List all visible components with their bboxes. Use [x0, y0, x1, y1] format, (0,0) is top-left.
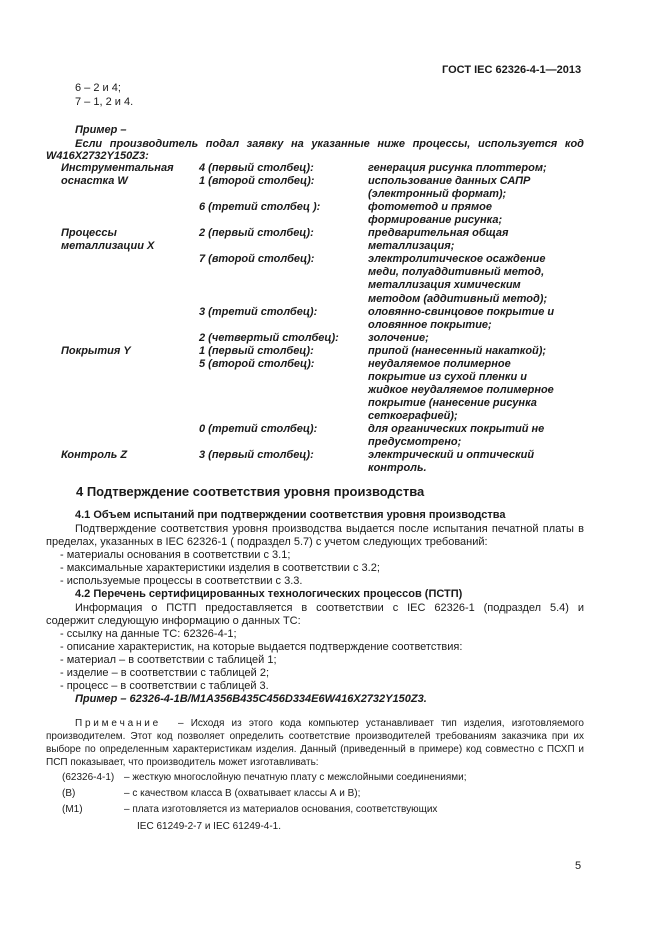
section-4-1-para: Подтверждение соответствия уровня производства выдается после испытания печатной платы в — [75, 523, 584, 535]
example-description: золочение; — [368, 331, 429, 344]
section-4-2-para-cont: содержит следующую информацию о данных ТС: — [46, 615, 301, 627]
example-description: генерация рисунка плоттером; — [368, 162, 547, 174]
example-code: W416X2732Y150Z3: — [46, 150, 149, 162]
section-4-2-title: 4.2 Перечень сертифицированных технологических процессов (ПСТП) — [75, 588, 463, 600]
note-item-code: (M1) — [62, 804, 83, 815]
note-item-code: (62326-4-1) — [62, 772, 115, 783]
example-description: методом (аддитивный метод); — [368, 292, 548, 305]
example-description: припой (нанесенный накаткой); — [368, 344, 547, 357]
example-intro: Если производитель подал заявку на указанные ниже процессы, используется код — [75, 138, 584, 150]
list-item: - максимальные характеристики изделия в соответствии с 3.2; — [60, 562, 380, 574]
section-4-title: 4 Подтверждение соответствия уровня производства — [76, 484, 425, 499]
example-column-ref: 7 (второй столбец): — [199, 253, 315, 266]
note-line: ПСП показывает, что производитель может изготавливать: — [46, 757, 319, 768]
example-column-ref: 3 (первый столбец): — [199, 449, 314, 462]
example-description: (электронный формат); — [368, 188, 507, 201]
example-column-ref: 2 (четвертый столбец): — [199, 331, 339, 344]
example-description: фотометод и прямое — [368, 201, 492, 214]
example-description: использование данных САПР — [368, 175, 531, 188]
note-item-code: (B) — [62, 788, 76, 799]
document-code-header: ГОСТ IEC 62326-4-1—2013 — [442, 64, 582, 76]
example-description: предусмотрено; — [368, 436, 462, 449]
list-item: - ссылку на данные ТС: 62326-4-1; — [60, 628, 237, 640]
example-column-ref: 3 (третий столбец): — [199, 305, 318, 318]
note-line: производителем. Этот код позволяет определить соответствие производителей требованиям заказчика при их — [46, 731, 584, 742]
section-4-2-example: Пример – 62326-4-1B/M1A356B435C456D334E6W416X2732Y150Z3. — [75, 693, 427, 705]
example-description: электролитическое осаждение — [368, 253, 546, 266]
note-item-text: – плата изготовляется из материалов основания, соответствующих — [124, 804, 438, 815]
example-description: покрытие (нанесение рисунка — [368, 396, 537, 409]
note-last-line: IEC 61249-2-7 и IEC 61249-4-1. — [137, 821, 281, 832]
example-label: Пример – — [75, 124, 127, 136]
example-column-ref: 1 (первый столбец): — [199, 344, 314, 357]
note-line: – Исходя из этого кода компьютер устанавливает тип изделия, изготовляемого — [178, 718, 584, 729]
example-group-label: Покрытия Y — [61, 344, 131, 357]
list-item: - процесс – в соответствии с таблицей 3. — [60, 680, 269, 692]
example-description: для органических покрытий не — [368, 423, 545, 435]
example-description: электрический и оптический — [368, 449, 535, 462]
example-description: металлизация химическим — [368, 279, 521, 292]
example-group-label: Процессы — [61, 227, 117, 240]
example-description: металлизация; — [368, 240, 455, 253]
example-column-ref: 4 (первый столбец): — [199, 162, 314, 174]
note-label: П р и м е ч а н и е — [75, 718, 159, 729]
example-column-ref: 1 (второй столбец): — [199, 175, 315, 188]
example-column-ref: 2 (первый столбец): — [199, 227, 314, 240]
list-item: - материал – в соответствии с таблицей 1; — [60, 654, 277, 666]
example-description: жидкое неудаляемое полимерное — [368, 383, 554, 396]
example-group-label: Инструментальная — [61, 162, 174, 174]
note-line: выборе по определенным характеристикам изделия. Данный (приведенный в примере) код совместно с ПСХП и — [46, 744, 584, 755]
list-item: 7 – 1, 2 и 4. — [75, 96, 134, 108]
example-description: меди, полуаддитивный метод, — [368, 266, 545, 279]
list-item: - описание характеристик, на которые выдается подтверждение соответствия: — [60, 641, 463, 653]
example-description: неудаляемое полимерное — [368, 357, 511, 370]
note-item-text: – жесткую многослойную печатную плату с межслойными соединениями; — [124, 772, 467, 783]
example-description: покрытие из сухой пленки и — [368, 370, 528, 383]
example-column-ref: 6 (третий столбец ): — [199, 201, 321, 214]
list-item: - изделие – в соответствии с таблицей 2; — [60, 667, 270, 679]
example-description: формирование рисунка; — [368, 214, 503, 227]
example-column-ref: 5 (второй столбец): — [199, 357, 315, 370]
list-item: 6 – 2 и 4; — [75, 82, 121, 94]
note-item-text: – с качеством класса В (охватывает классы А и В); — [124, 788, 361, 799]
example-description: оловянно-свинцовое покрытие и — [368, 305, 555, 318]
section-4-1-para-cont: пределах, указанных в IEC 62326-1 ( подраздел 5.7) с учетом следующих требований: — [46, 536, 488, 548]
example-column-ref: 0 (третий столбец): — [199, 423, 318, 435]
example-description: предварительная общая — [368, 227, 509, 240]
section-4-2-para: Информация о ПСТП предоставляется в соответствии с IEC 62326-1 (подраздел 5.4) и — [75, 602, 584, 614]
list-item: - материалы основания в соответствии с 3.1; — [60, 549, 291, 561]
list-item: - используемые процессы в соответствии с 3.3. — [60, 575, 303, 587]
example-description: сеткографией); — [368, 410, 458, 422]
example-description: оловянное покрытие; — [368, 318, 492, 331]
page-number: 5 — [575, 860, 582, 872]
example-group-label: Контроль Z — [61, 449, 128, 462]
example-group-label: оснастка W — [61, 175, 128, 188]
example-description: контроль. — [368, 462, 427, 475]
section-4-1-title: 4.1 Объем испытаний при подтверждении соответствия уровня производства — [75, 509, 506, 521]
example-group-label: металлизации X — [61, 240, 155, 253]
